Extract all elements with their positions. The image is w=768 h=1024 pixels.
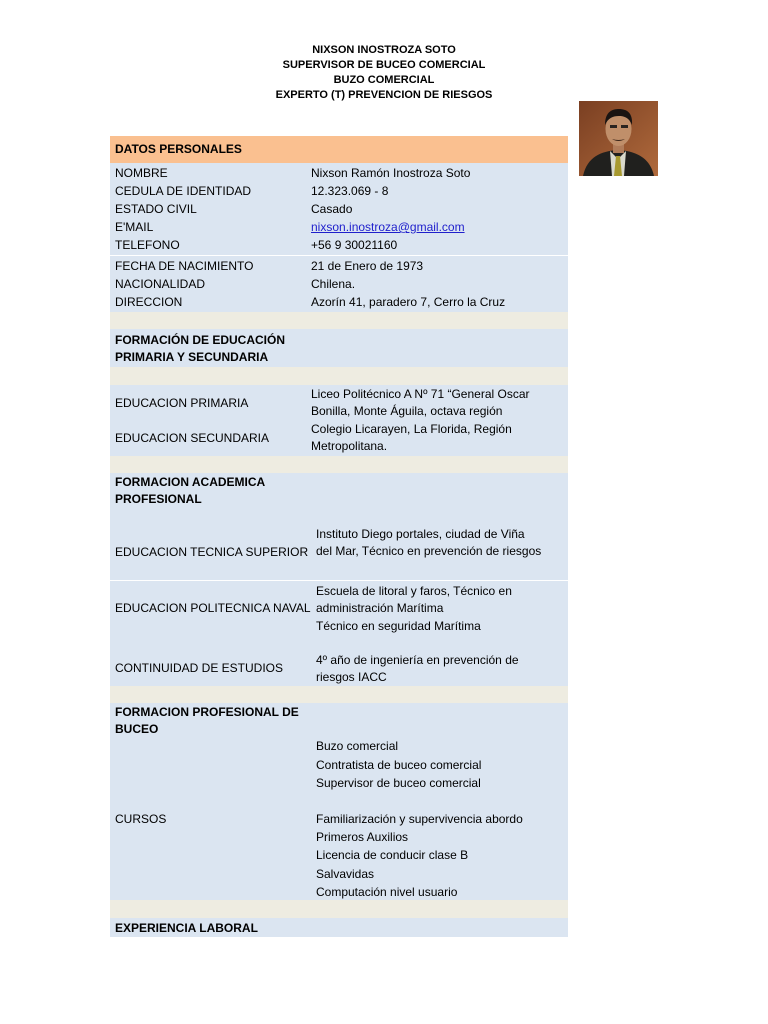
personal-block-b xyxy=(110,255,568,312)
buceo-item: Buzo comercial xyxy=(316,739,399,753)
row-email xyxy=(110,218,568,236)
value-educacion-primaria-line-2: Bonilla, Monte Águila, octava región xyxy=(311,404,503,418)
label-educacion-secundaria: EDUCACION SECUNDARIA xyxy=(115,430,270,445)
value-educacion-secundaria-line-2: Metropolitana. xyxy=(311,439,388,453)
value-educacion-naval-line-1: Escuela de litoral y faros, Técnico en xyxy=(316,584,512,598)
row-cedula xyxy=(110,182,568,200)
cv-header xyxy=(0,43,768,103)
header-title-2: BUZO COMERCIAL xyxy=(333,74,435,86)
value-educacion-secundaria xyxy=(311,421,568,455)
buceo-item: Supervisor de buceo comercial xyxy=(316,776,481,790)
value-educacion-naval-line-2: administración Marítima xyxy=(316,601,444,615)
value-educacion-naval-line-3: Técnico en seguridad Marítima xyxy=(316,619,481,633)
label-nacionalidad: NACIONALIDAD xyxy=(115,277,206,291)
value-fecha-nacimiento: 21 de Enero de 1973 xyxy=(311,259,424,273)
curso-item: Computación nivel usuario xyxy=(316,884,458,899)
value-cedula: 12.323.069 - 8 xyxy=(311,184,389,198)
label-educacion-naval: EDUCACION POLITECNICA NAVAL xyxy=(115,601,311,615)
value-educacion-primaria-line-1: Liceo Politécnico A Nº 71 “General Oscar xyxy=(311,387,530,401)
profile-photo xyxy=(579,101,658,176)
section-formacion-educacion xyxy=(110,329,568,367)
header-name: NIXSON INOSTROZA SOTO xyxy=(312,44,456,56)
value-nacionalidad: Chilena. xyxy=(311,277,356,291)
label-telefono: TELEFONO xyxy=(115,238,180,252)
header-title-1: SUPERVISOR DE BUCEO COMERCIAL xyxy=(282,59,486,71)
spacer-3 xyxy=(110,456,568,473)
section-formacion-academica-line-2: PROFESIONAL xyxy=(115,492,202,506)
row-educacion-secundaria xyxy=(110,421,568,455)
header-title-3: EXPERTO (T) PREVENCION DE RIESGOS xyxy=(275,89,493,101)
row-telefono xyxy=(110,236,568,254)
buceo-list-a xyxy=(316,737,481,793)
section-formacion-educacion-line-2: PRIMARIA Y SECUNDARIA xyxy=(115,350,269,364)
spacer-1 xyxy=(110,312,568,329)
row-educacion-primaria xyxy=(110,386,568,421)
cursos-list xyxy=(316,810,523,901)
row-nacionalidad xyxy=(110,275,568,293)
buceo-item: Contratista de buceo comercial xyxy=(316,757,482,772)
spacer-5 xyxy=(110,900,568,918)
value-educacion-naval xyxy=(316,583,512,635)
value-educacion-tecnica-line-1: Instituto Diego portales, ciudad de Viña xyxy=(316,527,525,541)
cv-table xyxy=(110,136,568,937)
label-cedula: CEDULA DE IDENTIDAD xyxy=(115,184,252,198)
value-educacion-tecnica-line-2: del Mar, Técnico en prevención de riesgos xyxy=(316,544,542,558)
curso-item: Familiarización y supervivencia abordo xyxy=(316,812,523,826)
education-block xyxy=(110,385,568,456)
section-experiencia-laboral: EXPERIENCIA LABORAL xyxy=(110,918,568,937)
value-telefono: +56 9 30021160 xyxy=(311,238,398,252)
academic-block xyxy=(110,473,568,580)
value-direccion: Azorín 41, paradero 7, Cerro la Cruz xyxy=(311,295,506,309)
label-estado-civil: ESTADO CIVIL xyxy=(115,202,197,216)
row-estado-civil xyxy=(110,200,568,218)
row-fecha-nacimiento xyxy=(110,257,568,275)
section-formacion-buceo xyxy=(115,704,299,738)
section-formacion-buceo-line-2: BUCEO xyxy=(115,722,159,736)
curso-item: Salvavidas xyxy=(316,866,375,881)
value-continuidad-estudios-line-1: 4º año de ingeniería en prevención de xyxy=(316,653,519,667)
label-fecha-nacimiento: FECHA DE NACIMIENTO xyxy=(115,259,254,273)
value-nombre: Nixson Ramón Inostroza Soto xyxy=(311,166,471,180)
value-educacion-secundaria-line-1: Colegio Licarayen, La Florida, Región xyxy=(311,422,512,436)
value-educacion-primaria xyxy=(311,386,568,421)
label-continuidad-estudios: CONTINUIDAD DE ESTUDIOS xyxy=(115,661,284,675)
section-formacion-buceo-line-1: FORMACION PROFESIONAL DE xyxy=(115,705,299,719)
spacer-4 xyxy=(110,686,568,703)
personal-block-a xyxy=(110,163,568,255)
naval-block xyxy=(110,580,568,686)
value-estado-civil: Casado xyxy=(311,202,353,216)
email-link[interactable]: nixson.inostroza@gmail.com xyxy=(311,220,465,234)
label-educacion-primaria: EDUCACION PRIMARIA xyxy=(115,396,249,410)
label-nombre: NOMBRE xyxy=(115,166,168,180)
section-formacion-academica-line-1: FORMACION ACADEMICA xyxy=(115,475,266,489)
value-continuidad-estudios-line-2: riesgos IACC xyxy=(316,670,387,684)
row-direccion xyxy=(110,293,568,311)
section-formacion-educacion-line-1: FORMACIÓN DE EDUCACIÓN xyxy=(115,333,285,347)
curso-item: Licencia de conducir clase B xyxy=(316,848,469,863)
section-datos-personales: DATOS PERSONALES xyxy=(110,136,568,163)
label-direccion: DIRECCION xyxy=(115,295,183,309)
curso-item: Primeros Auxilios xyxy=(316,830,409,845)
value-continuidad-estudios xyxy=(316,652,519,686)
buceo-block xyxy=(110,703,568,900)
label-educacion-tecnica: EDUCACION TECNICA SUPERIOR xyxy=(115,545,309,559)
label-email: E'MAIL xyxy=(115,220,154,234)
spacer-2 xyxy=(110,367,568,385)
row-nombre xyxy=(110,164,568,182)
section-formacion-academica xyxy=(115,474,265,508)
value-educacion-tecnica xyxy=(316,526,541,560)
label-cursos: CURSOS xyxy=(115,812,167,826)
